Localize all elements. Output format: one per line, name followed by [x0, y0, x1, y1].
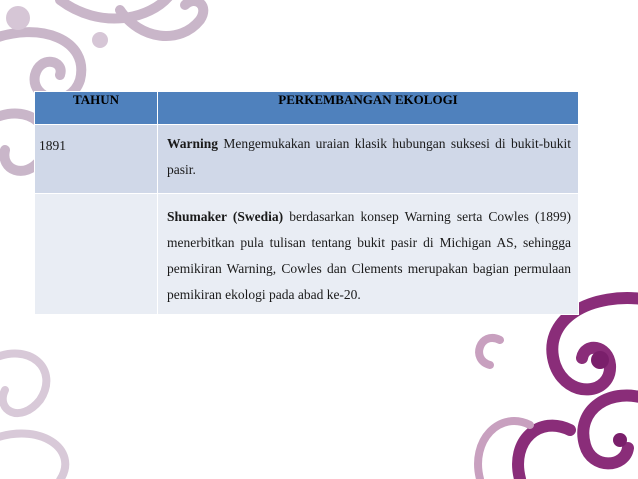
- ecology-history-table: [34, 91, 579, 315]
- table-row: [35, 194, 579, 315]
- description-text: berdasarkan konsep Warning serta Cowles (1899) menerbitkan pula tulisan tentang bukit pasir di Michigan AS, sehingga pemikiran Warning, Cowles dan Clements merupakan bagian permulaan pemikiran ekologi pada abad ke-20.: [167, 209, 571, 302]
- description-cell: [158, 194, 579, 315]
- table-header-row: [35, 92, 579, 125]
- description-cell: [158, 125, 579, 194]
- swirl-bottom-right: [518, 298, 638, 479]
- description-lead: Warning: [167, 136, 219, 151]
- header-tahun: TAHUN: [35, 92, 158, 125]
- swirl-left-edge: [0, 354, 65, 479]
- description-lead: Shumaker (Swedia): [167, 209, 284, 224]
- header-perkembangan-ekologi: PERKEMBANGAN EKOLOGI: [158, 92, 579, 125]
- table-row: [35, 125, 579, 194]
- description-text: Mengemukakan uraian klasik hubungan suksesi di bukit-bukit pasir.: [167, 136, 571, 177]
- year-cell: [35, 194, 158, 315]
- year-cell: 1891: [35, 125, 158, 194]
